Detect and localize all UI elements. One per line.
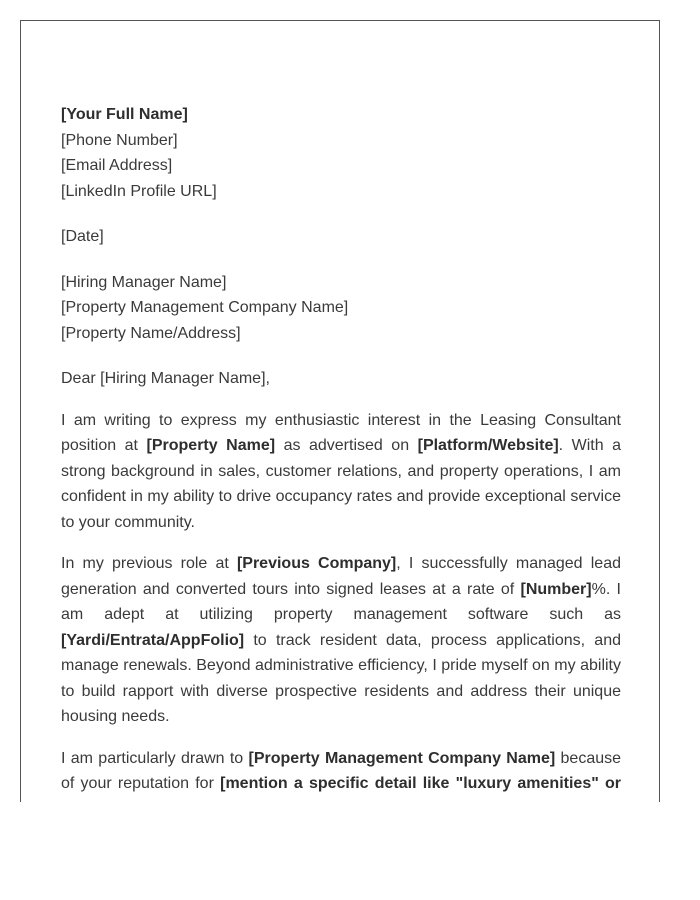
placeholder-specific-detail: [mention a specific detail like "luxury amenities" or	[220, 775, 622, 792]
text-run: %. I am adept at utilizing property management software such as	[61, 580, 621, 623]
letter-body	[61, 102, 621, 802]
sender-email: [Email Address]	[61, 157, 173, 174]
letter-date: [Date]	[61, 228, 104, 245]
letter-page	[20, 20, 660, 802]
placeholder-previous-company: [Previous Company]	[236, 555, 397, 572]
text-run: as advertised on	[275, 437, 418, 454]
text-run: to track resident data, process applications, and manage renewals. Beyond administrative efficiency, I pride myself on my ability to build rapport with diverse prospective residents and address their unique housing needs.	[61, 631, 621, 725]
placeholder-company-name: [Property Management Company Name]	[248, 749, 556, 767]
text-run: I am writing to express my enthusiastic interest in the Leasing Consultant position at	[61, 411, 621, 454]
sender-linkedin: [LinkedIn Profile URL]	[61, 182, 217, 200]
text-run: . With a strong background in sales, customer relations, and property operations, I am confident in my ability to drive occupancy rates and provide exceptional service to your community.	[61, 437, 622, 531]
text-run: I am particularly drawn to	[61, 749, 249, 767]
paragraph-intro	[61, 408, 621, 536]
text-run: In my previous role at	[61, 555, 237, 572]
salutation: Dear [Hiring Manager Name],	[61, 370, 270, 387]
placeholder-property-name: [Property Name]	[146, 437, 276, 454]
sender-full-name: [Your Full Name]	[61, 106, 188, 123]
recipient-manager: [Hiring Manager Name]	[61, 273, 227, 291]
placeholder-platform: [Platform/Website]	[417, 437, 559, 454]
recipient-property: [Property Name/Address]	[61, 324, 241, 342]
sender-phone: [Phone Number]	[61, 131, 178, 149]
date-block	[61, 224, 621, 250]
recipient-block	[61, 270, 621, 347]
sender-block	[61, 102, 621, 204]
paragraph-experience	[61, 551, 621, 730]
recipient-company: [Property Management Company Name]	[61, 299, 349, 316]
placeholder-number: [Number]	[520, 580, 592, 598]
placeholder-software: [Yardi/Entrata/AppFolio]	[61, 631, 245, 649]
text-run: , I successfully managed lead generation and converted tours into signed leases at a rate of	[61, 555, 621, 598]
text-run: because of your reputation for	[61, 749, 622, 792]
paragraph-motivation	[61, 746, 621, 797]
